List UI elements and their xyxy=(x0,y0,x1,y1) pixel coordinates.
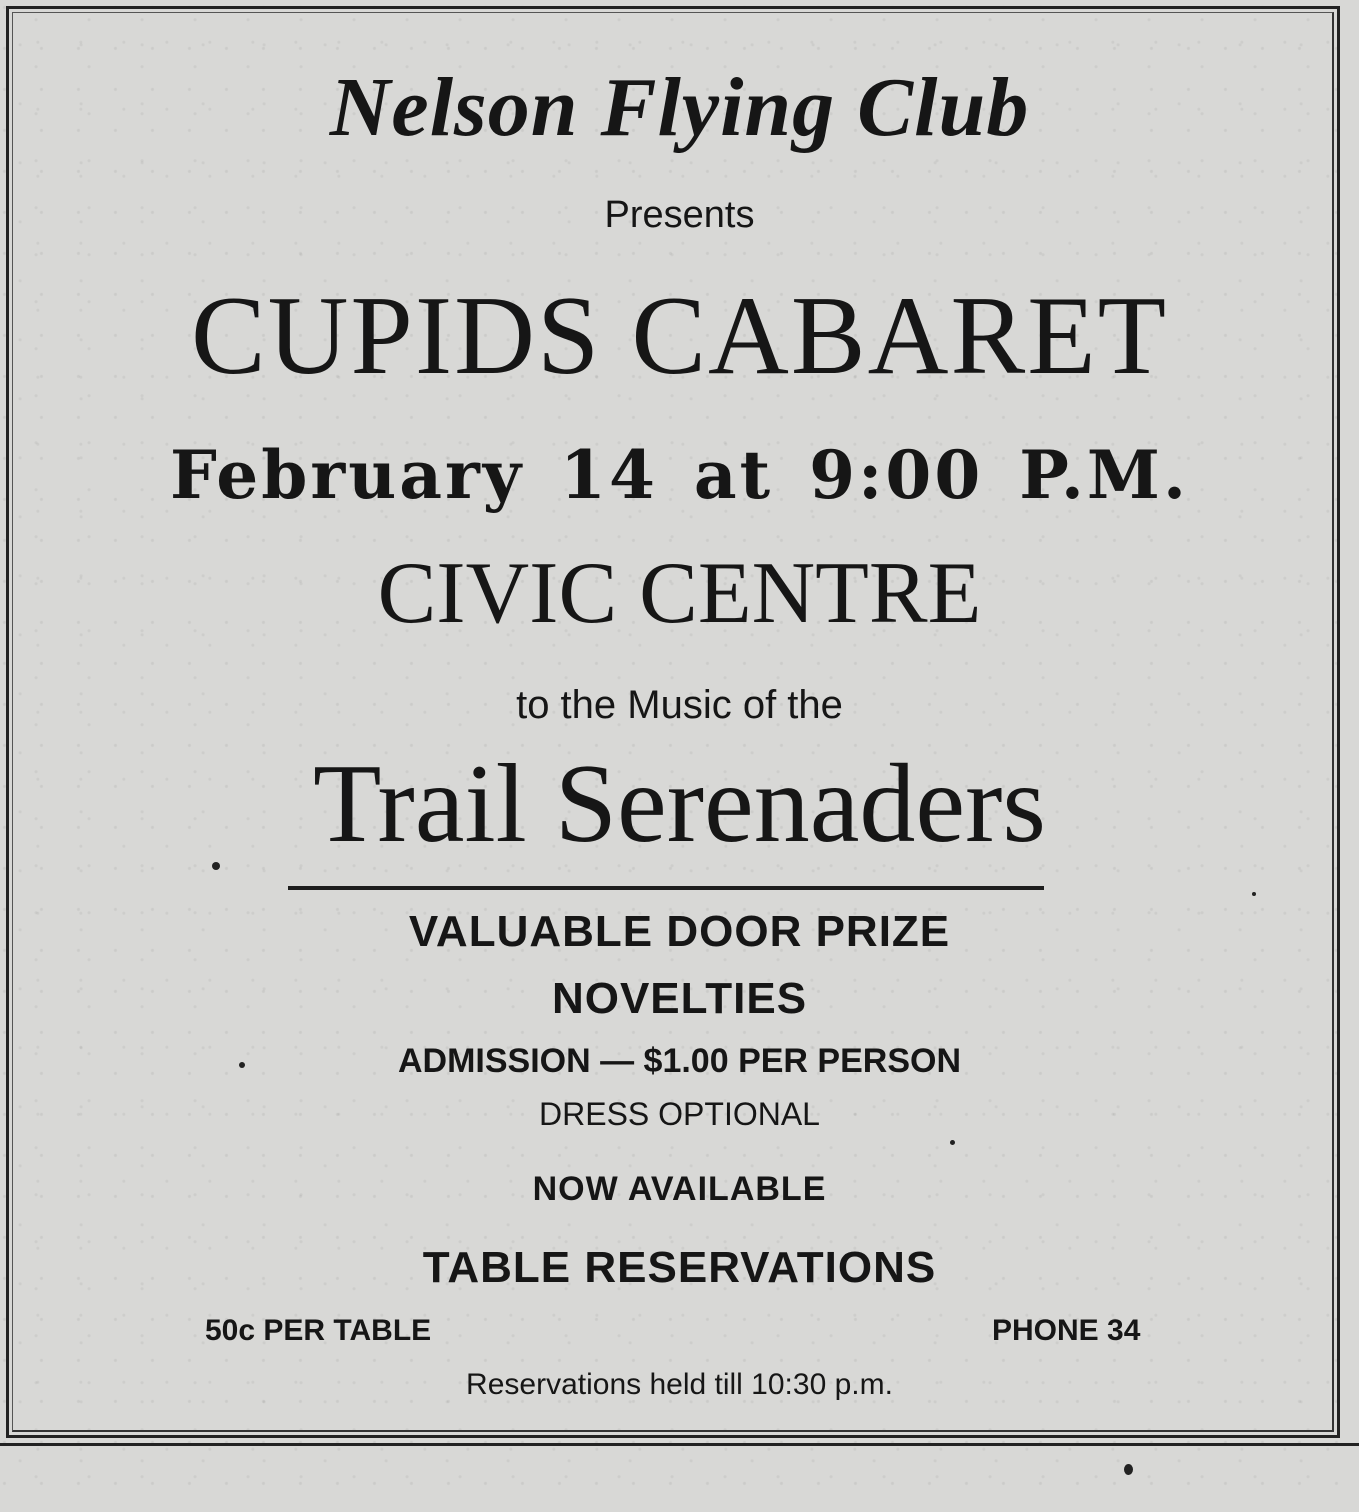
door-prize: VALUABLE DOOR PRIZE xyxy=(408,907,951,956)
divider-rule xyxy=(288,886,1044,890)
event-title: CUPIDS CABARET xyxy=(190,274,1169,398)
reservation-hold-note: Reservations held till 10:30 p.m. xyxy=(466,1368,893,1401)
ink-speck xyxy=(212,862,220,870)
table-reservations: TABLE RESERVATIONS xyxy=(422,1243,937,1292)
admission-price: ADMISSION — $1.00 PER PERSON xyxy=(397,1042,962,1080)
now-available: NOW AVAILABLE xyxy=(532,1170,827,1208)
band-name: Trail Serenaders xyxy=(312,742,1047,866)
ink-speck xyxy=(239,1062,245,1068)
ink-speck xyxy=(1252,892,1256,896)
club-name: Nelson Flying Club xyxy=(329,61,1030,154)
event-date-time: February 14 at 9:00 P.M. xyxy=(170,436,1189,514)
dress-code: DRESS OPTIONAL xyxy=(539,1096,820,1132)
music-intro: to the Music of the xyxy=(516,683,843,727)
phone-number: PHONE 34 xyxy=(992,1314,1141,1347)
event-venue: CIVIC CENTRE xyxy=(377,545,982,642)
ink-speck xyxy=(1124,1464,1133,1475)
novelties: NOVELTIES xyxy=(551,974,808,1023)
table-price: 50c PER TABLE xyxy=(205,1314,432,1347)
page-bottom-rule xyxy=(0,1443,1359,1446)
ink-speck xyxy=(950,1140,955,1145)
presents-label: Presents xyxy=(604,194,755,236)
